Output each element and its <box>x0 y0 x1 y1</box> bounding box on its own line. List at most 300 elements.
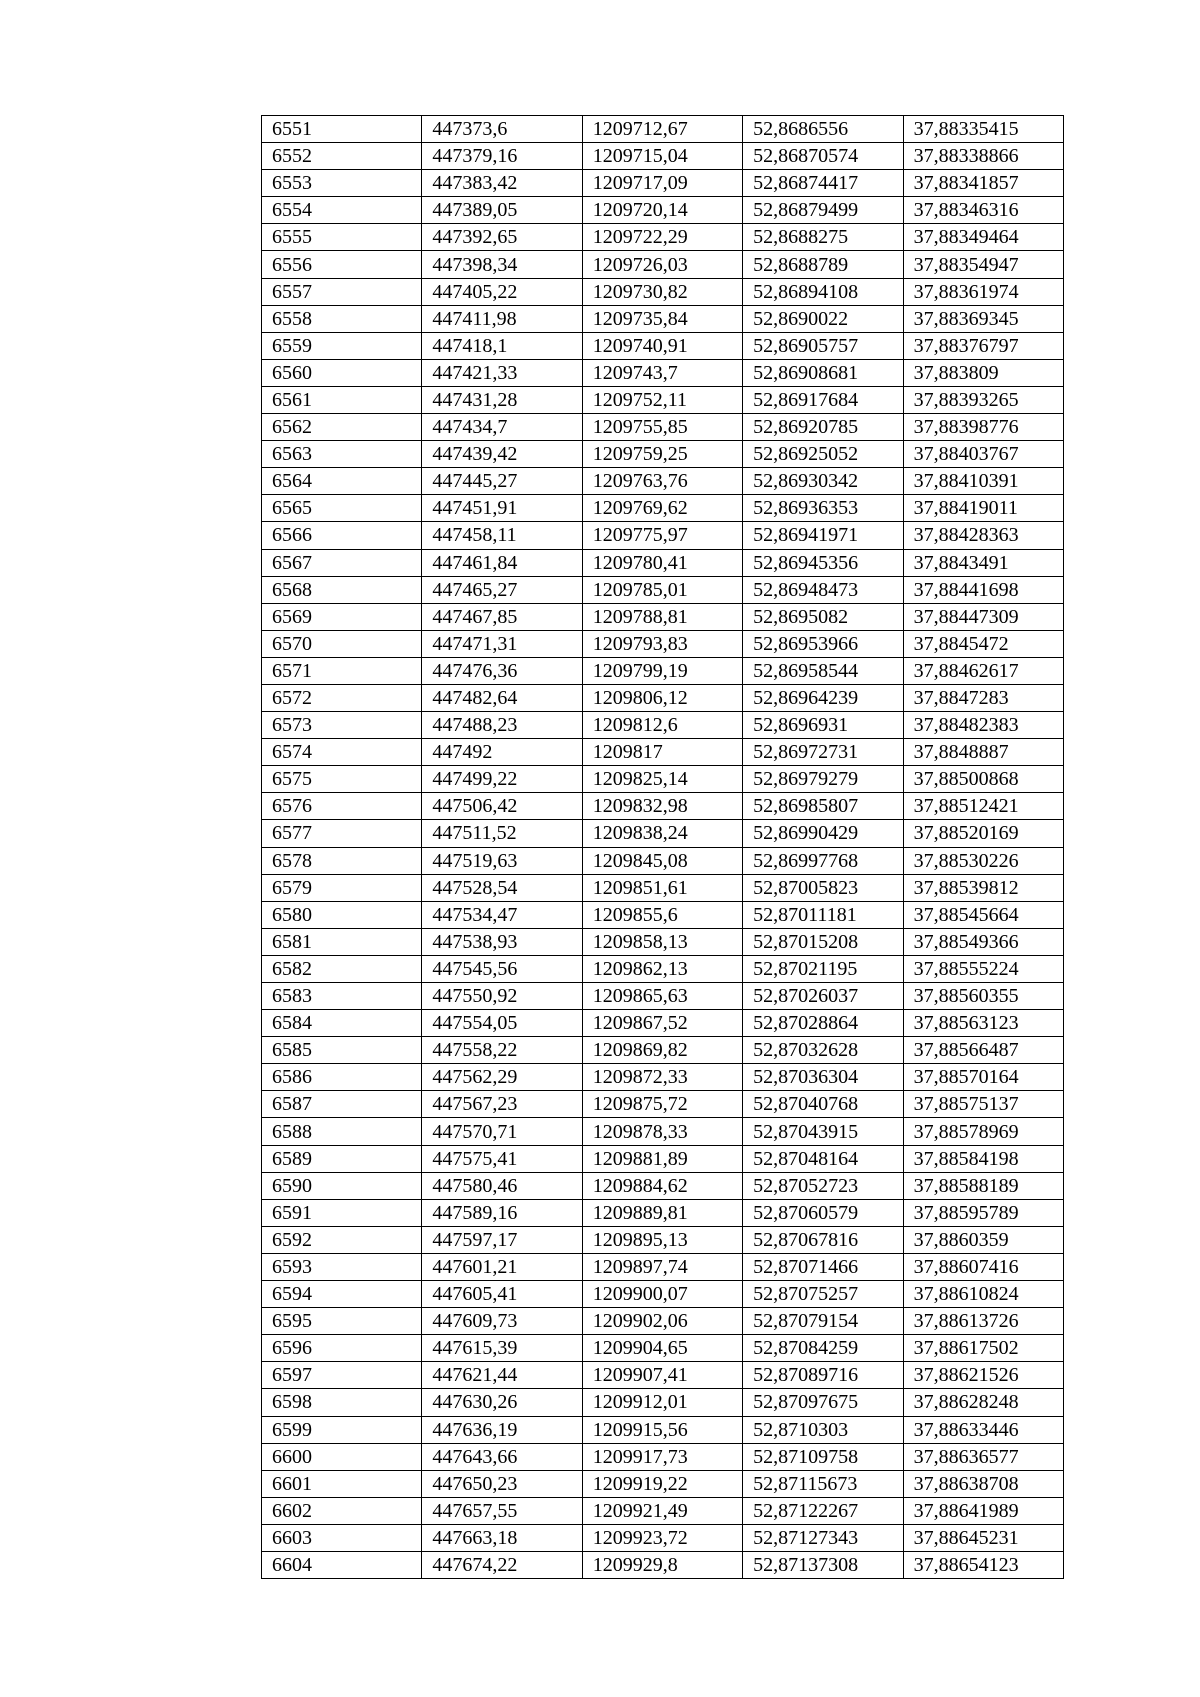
y-coordinate-cell: 1209755,85 <box>582 414 742 441</box>
x-coordinate-cell: 447431,28 <box>422 386 582 413</box>
y-coordinate-cell: 1209881,89 <box>582 1145 742 1172</box>
table-row <box>262 603 1064 630</box>
latitude-cell: 52,8686556 <box>743 116 903 143</box>
latitude-cell: 52,8710303 <box>743 1416 903 1443</box>
table-row <box>262 143 1064 170</box>
x-coordinate-cell: 447663,18 <box>422 1524 582 1551</box>
table-row <box>262 1281 1064 1308</box>
longitude-cell: 37,88462617 <box>903 657 1063 684</box>
longitude-cell: 37,88584198 <box>903 1145 1063 1172</box>
y-coordinate-cell: 1209722,29 <box>582 224 742 251</box>
y-coordinate-cell: 1209812,6 <box>582 712 742 739</box>
x-coordinate-cell: 447545,56 <box>422 955 582 982</box>
point-number-cell: 6593 <box>262 1253 422 1280</box>
latitude-cell: 52,86894108 <box>743 278 903 305</box>
table-row <box>262 332 1064 359</box>
longitude-cell: 37,8843491 <box>903 549 1063 576</box>
longitude-cell: 37,88610824 <box>903 1281 1063 1308</box>
x-coordinate-cell: 447383,42 <box>422 170 582 197</box>
latitude-cell: 52,86925052 <box>743 441 903 468</box>
x-coordinate-cell: 447570,71 <box>422 1118 582 1145</box>
point-number-cell: 6560 <box>262 359 422 386</box>
latitude-cell: 52,8688275 <box>743 224 903 251</box>
x-coordinate-cell: 447643,66 <box>422 1443 582 1470</box>
point-number-cell: 6585 <box>262 1037 422 1064</box>
point-number-cell: 6551 <box>262 116 422 143</box>
y-coordinate-cell: 1209775,97 <box>582 522 742 549</box>
y-coordinate-cell: 1209832,98 <box>582 793 742 820</box>
table-row <box>262 928 1064 955</box>
table-row <box>262 116 1064 143</box>
longitude-cell: 37,88520169 <box>903 820 1063 847</box>
longitude-cell: 37,88441698 <box>903 576 1063 603</box>
longitude-cell: 37,88628248 <box>903 1389 1063 1416</box>
point-number-cell: 6603 <box>262 1524 422 1551</box>
point-number-cell: 6599 <box>262 1416 422 1443</box>
y-coordinate-cell: 1209862,13 <box>582 955 742 982</box>
y-coordinate-cell: 1209838,24 <box>582 820 742 847</box>
x-coordinate-cell: 447609,73 <box>422 1308 582 1335</box>
y-coordinate-cell: 1209872,33 <box>582 1064 742 1091</box>
table-row <box>262 657 1064 684</box>
longitude-cell: 37,88349464 <box>903 224 1063 251</box>
latitude-cell: 52,87079154 <box>743 1308 903 1335</box>
table-row <box>262 468 1064 495</box>
table-row <box>262 414 1064 441</box>
table-row <box>262 901 1064 928</box>
longitude-cell: 37,88346316 <box>903 197 1063 224</box>
table-row <box>262 1010 1064 1037</box>
point-number-cell: 6575 <box>262 766 422 793</box>
latitude-cell: 52,87026037 <box>743 983 903 1010</box>
table-row <box>262 766 1064 793</box>
point-number-cell: 6586 <box>262 1064 422 1091</box>
table-row <box>262 847 1064 874</box>
table-row <box>262 576 1064 603</box>
point-number-cell: 6577 <box>262 820 422 847</box>
latitude-cell: 52,87028864 <box>743 1010 903 1037</box>
y-coordinate-cell: 1209917,73 <box>582 1443 742 1470</box>
longitude-cell: 37,88410391 <box>903 468 1063 495</box>
y-coordinate-cell: 1209730,82 <box>582 278 742 305</box>
point-number-cell: 6604 <box>262 1551 422 1578</box>
y-coordinate-cell: 1209855,6 <box>582 901 742 928</box>
longitude-cell: 37,88607416 <box>903 1253 1063 1280</box>
point-number-cell: 6567 <box>262 549 422 576</box>
x-coordinate-cell: 447458,11 <box>422 522 582 549</box>
coordinates-table <box>261 115 1064 1579</box>
longitude-cell: 37,88555224 <box>903 955 1063 982</box>
point-number-cell: 6566 <box>262 522 422 549</box>
point-number-cell: 6592 <box>262 1226 422 1253</box>
y-coordinate-cell: 1209845,08 <box>582 847 742 874</box>
latitude-cell: 52,87122267 <box>743 1497 903 1524</box>
x-coordinate-cell: 447630,26 <box>422 1389 582 1416</box>
table-row <box>262 1253 1064 1280</box>
x-coordinate-cell: 447467,85 <box>422 603 582 630</box>
latitude-cell: 52,87127343 <box>743 1524 903 1551</box>
x-coordinate-cell: 447476,36 <box>422 657 582 684</box>
y-coordinate-cell: 1209825,14 <box>582 766 742 793</box>
table-row <box>262 1037 1064 1064</box>
latitude-cell: 52,86936353 <box>743 495 903 522</box>
x-coordinate-cell: 447439,42 <box>422 441 582 468</box>
table-row <box>262 1064 1064 1091</box>
latitude-cell: 52,8695082 <box>743 603 903 630</box>
y-coordinate-cell: 1209865,63 <box>582 983 742 1010</box>
latitude-cell: 52,86958544 <box>743 657 903 684</box>
x-coordinate-cell: 447465,27 <box>422 576 582 603</box>
longitude-cell: 37,88617502 <box>903 1335 1063 1362</box>
point-number-cell: 6569 <box>262 603 422 630</box>
x-coordinate-cell: 447550,92 <box>422 983 582 1010</box>
latitude-cell: 52,87052723 <box>743 1172 903 1199</box>
table-row <box>262 441 1064 468</box>
latitude-cell: 52,86979279 <box>743 766 903 793</box>
y-coordinate-cell: 1209806,12 <box>582 684 742 711</box>
x-coordinate-cell: 447411,98 <box>422 305 582 332</box>
latitude-cell: 52,87048164 <box>743 1145 903 1172</box>
longitude-cell: 37,88588189 <box>903 1172 1063 1199</box>
latitude-cell: 52,8688789 <box>743 251 903 278</box>
y-coordinate-cell: 1209929,8 <box>582 1551 742 1578</box>
table-row <box>262 1308 1064 1335</box>
point-number-cell: 6555 <box>262 224 422 251</box>
table-row <box>262 739 1064 766</box>
table-row <box>262 1551 1064 1578</box>
x-coordinate-cell: 447471,31 <box>422 630 582 657</box>
x-coordinate-cell: 447589,16 <box>422 1199 582 1226</box>
y-coordinate-cell: 1209735,84 <box>582 305 742 332</box>
table-row <box>262 1362 1064 1389</box>
x-coordinate-cell: 447389,05 <box>422 197 582 224</box>
longitude-cell: 37,88512421 <box>903 793 1063 820</box>
longitude-cell: 37,88338866 <box>903 143 1063 170</box>
longitude-cell: 37,88549366 <box>903 928 1063 955</box>
x-coordinate-cell: 447434,7 <box>422 414 582 441</box>
point-number-cell: 6563 <box>262 441 422 468</box>
latitude-cell: 52,87089716 <box>743 1362 903 1389</box>
longitude-cell: 37,88335415 <box>903 116 1063 143</box>
latitude-cell: 52,86930342 <box>743 468 903 495</box>
latitude-cell: 52,86920785 <box>743 414 903 441</box>
y-coordinate-cell: 1209851,61 <box>582 874 742 901</box>
latitude-cell: 52,87021195 <box>743 955 903 982</box>
x-coordinate-cell: 447482,64 <box>422 684 582 711</box>
table-body <box>262 116 1064 1579</box>
latitude-cell: 52,87137308 <box>743 1551 903 1578</box>
table-row <box>262 630 1064 657</box>
x-coordinate-cell: 447451,91 <box>422 495 582 522</box>
point-number-cell: 6578 <box>262 847 422 874</box>
table-row <box>262 278 1064 305</box>
x-coordinate-cell: 447528,54 <box>422 874 582 901</box>
latitude-cell: 52,87032628 <box>743 1037 903 1064</box>
point-number-cell: 6596 <box>262 1335 422 1362</box>
latitude-cell: 52,86874417 <box>743 170 903 197</box>
y-coordinate-cell: 1209788,81 <box>582 603 742 630</box>
point-number-cell: 6570 <box>262 630 422 657</box>
latitude-cell: 52,86908681 <box>743 359 903 386</box>
longitude-cell: 37,88566487 <box>903 1037 1063 1064</box>
y-coordinate-cell: 1209785,01 <box>582 576 742 603</box>
point-number-cell: 6582 <box>262 955 422 982</box>
table-row <box>262 712 1064 739</box>
point-number-cell: 6558 <box>262 305 422 332</box>
y-coordinate-cell: 1209867,52 <box>582 1010 742 1037</box>
latitude-cell: 52,86953966 <box>743 630 903 657</box>
point-number-cell: 6576 <box>262 793 422 820</box>
x-coordinate-cell: 447519,63 <box>422 847 582 874</box>
y-coordinate-cell: 1209875,72 <box>582 1091 742 1118</box>
latitude-cell: 52,87097675 <box>743 1389 903 1416</box>
y-coordinate-cell: 1209904,65 <box>582 1335 742 1362</box>
table-row <box>262 224 1064 251</box>
latitude-cell: 52,86964239 <box>743 684 903 711</box>
latitude-cell: 52,86917684 <box>743 386 903 413</box>
table-row <box>262 305 1064 332</box>
point-number-cell: 6574 <box>262 739 422 766</box>
table-row <box>262 1091 1064 1118</box>
point-number-cell: 6571 <box>262 657 422 684</box>
x-coordinate-cell: 447558,22 <box>422 1037 582 1064</box>
point-number-cell: 6598 <box>262 1389 422 1416</box>
longitude-cell: 37,88354947 <box>903 251 1063 278</box>
y-coordinate-cell: 1209919,22 <box>582 1470 742 1497</box>
table-row <box>262 386 1064 413</box>
latitude-cell: 52,87015208 <box>743 928 903 955</box>
longitude-cell: 37,8847283 <box>903 684 1063 711</box>
longitude-cell: 37,88621526 <box>903 1362 1063 1389</box>
table-row <box>262 1226 1064 1253</box>
x-coordinate-cell: 447445,27 <box>422 468 582 495</box>
x-coordinate-cell: 447650,23 <box>422 1470 582 1497</box>
longitude-cell: 37,8848887 <box>903 739 1063 766</box>
longitude-cell: 37,88638708 <box>903 1470 1063 1497</box>
longitude-cell: 37,883809 <box>903 359 1063 386</box>
y-coordinate-cell: 1209902,06 <box>582 1308 742 1335</box>
x-coordinate-cell: 447492 <box>422 739 582 766</box>
x-coordinate-cell: 447418,1 <box>422 332 582 359</box>
y-coordinate-cell: 1209907,41 <box>582 1362 742 1389</box>
point-number-cell: 6556 <box>262 251 422 278</box>
latitude-cell: 52,87115673 <box>743 1470 903 1497</box>
point-number-cell: 6590 <box>262 1172 422 1199</box>
longitude-cell: 37,88341857 <box>903 170 1063 197</box>
latitude-cell: 52,86941971 <box>743 522 903 549</box>
y-coordinate-cell: 1209897,74 <box>582 1253 742 1280</box>
table-row <box>262 170 1064 197</box>
y-coordinate-cell: 1209858,13 <box>582 928 742 955</box>
x-coordinate-cell: 447621,44 <box>422 1362 582 1389</box>
x-coordinate-cell: 447554,05 <box>422 1010 582 1037</box>
longitude-cell: 37,8860359 <box>903 1226 1063 1253</box>
latitude-cell: 52,86990429 <box>743 820 903 847</box>
point-number-cell: 6559 <box>262 332 422 359</box>
y-coordinate-cell: 1209923,72 <box>582 1524 742 1551</box>
point-number-cell: 6580 <box>262 901 422 928</box>
table-row <box>262 1199 1064 1226</box>
latitude-cell: 52,87060579 <box>743 1199 903 1226</box>
latitude-cell: 52,87075257 <box>743 1281 903 1308</box>
latitude-cell: 52,86870574 <box>743 143 903 170</box>
point-number-cell: 6552 <box>262 143 422 170</box>
x-coordinate-cell: 447597,17 <box>422 1226 582 1253</box>
table-row <box>262 1172 1064 1199</box>
latitude-cell: 52,87036304 <box>743 1064 903 1091</box>
table-row <box>262 1470 1064 1497</box>
latitude-cell: 52,86997768 <box>743 847 903 874</box>
table-row <box>262 197 1064 224</box>
x-coordinate-cell: 447405,22 <box>422 278 582 305</box>
longitude-cell: 37,88419011 <box>903 495 1063 522</box>
point-number-cell: 6601 <box>262 1470 422 1497</box>
table-row <box>262 955 1064 982</box>
table-row <box>262 983 1064 1010</box>
table-row <box>262 495 1064 522</box>
table-row <box>262 1335 1064 1362</box>
latitude-cell: 52,87071466 <box>743 1253 903 1280</box>
table-row <box>262 1524 1064 1551</box>
y-coordinate-cell: 1209884,62 <box>582 1172 742 1199</box>
point-number-cell: 6553 <box>262 170 422 197</box>
point-number-cell: 6572 <box>262 684 422 711</box>
longitude-cell: 37,88361974 <box>903 278 1063 305</box>
table-row <box>262 684 1064 711</box>
latitude-cell: 52,86879499 <box>743 197 903 224</box>
longitude-cell: 37,88376797 <box>903 332 1063 359</box>
y-coordinate-cell: 1209769,62 <box>582 495 742 522</box>
table-row <box>262 1497 1064 1524</box>
y-coordinate-cell: 1209740,91 <box>582 332 742 359</box>
latitude-cell: 52,87040768 <box>743 1091 903 1118</box>
y-coordinate-cell: 1209720,14 <box>582 197 742 224</box>
x-coordinate-cell: 447373,6 <box>422 116 582 143</box>
point-number-cell: 6602 <box>262 1497 422 1524</box>
longitude-cell: 37,88398776 <box>903 414 1063 441</box>
point-number-cell: 6587 <box>262 1091 422 1118</box>
y-coordinate-cell: 1209921,49 <box>582 1497 742 1524</box>
y-coordinate-cell: 1209889,81 <box>582 1199 742 1226</box>
y-coordinate-cell: 1209793,83 <box>582 630 742 657</box>
longitude-cell: 37,88369345 <box>903 305 1063 332</box>
longitude-cell: 37,88595789 <box>903 1199 1063 1226</box>
y-coordinate-cell: 1209726,03 <box>582 251 742 278</box>
point-number-cell: 6564 <box>262 468 422 495</box>
y-coordinate-cell: 1209900,07 <box>582 1281 742 1308</box>
point-number-cell: 6554 <box>262 197 422 224</box>
y-coordinate-cell: 1209712,67 <box>582 116 742 143</box>
point-number-cell: 6595 <box>262 1308 422 1335</box>
x-coordinate-cell: 447499,22 <box>422 766 582 793</box>
table-row <box>262 359 1064 386</box>
longitude-cell: 37,88575137 <box>903 1091 1063 1118</box>
latitude-cell: 52,8690022 <box>743 305 903 332</box>
longitude-cell: 37,88545664 <box>903 901 1063 928</box>
table-row <box>262 522 1064 549</box>
longitude-cell: 37,88500868 <box>903 766 1063 793</box>
x-coordinate-cell: 447392,65 <box>422 224 582 251</box>
x-coordinate-cell: 447562,29 <box>422 1064 582 1091</box>
latitude-cell: 52,87084259 <box>743 1335 903 1362</box>
longitude-cell: 37,88403767 <box>903 441 1063 468</box>
x-coordinate-cell: 447615,39 <box>422 1335 582 1362</box>
table-row <box>262 1389 1064 1416</box>
x-coordinate-cell: 447379,16 <box>422 143 582 170</box>
x-coordinate-cell: 447601,21 <box>422 1253 582 1280</box>
latitude-cell: 52,86905757 <box>743 332 903 359</box>
point-number-cell: 6589 <box>262 1145 422 1172</box>
longitude-cell: 37,88447309 <box>903 603 1063 630</box>
x-coordinate-cell: 447511,52 <box>422 820 582 847</box>
point-number-cell: 6561 <box>262 386 422 413</box>
point-number-cell: 6573 <box>262 712 422 739</box>
point-number-cell: 6579 <box>262 874 422 901</box>
y-coordinate-cell: 1209780,41 <box>582 549 742 576</box>
x-coordinate-cell: 447575,41 <box>422 1145 582 1172</box>
y-coordinate-cell: 1209912,01 <box>582 1389 742 1416</box>
point-number-cell: 6588 <box>262 1118 422 1145</box>
latitude-cell: 52,87011181 <box>743 901 903 928</box>
point-number-cell: 6562 <box>262 414 422 441</box>
longitude-cell: 37,88636577 <box>903 1443 1063 1470</box>
y-coordinate-cell: 1209717,09 <box>582 170 742 197</box>
x-coordinate-cell: 447398,34 <box>422 251 582 278</box>
longitude-cell: 37,88654123 <box>903 1551 1063 1578</box>
y-coordinate-cell: 1209752,11 <box>582 386 742 413</box>
x-coordinate-cell: 447567,23 <box>422 1091 582 1118</box>
longitude-cell: 37,88539812 <box>903 874 1063 901</box>
latitude-cell: 52,86972731 <box>743 739 903 766</box>
latitude-cell: 52,86948473 <box>743 576 903 603</box>
x-coordinate-cell: 447506,42 <box>422 793 582 820</box>
x-coordinate-cell: 447636,19 <box>422 1416 582 1443</box>
longitude-cell: 37,88570164 <box>903 1064 1063 1091</box>
x-coordinate-cell: 447421,33 <box>422 359 582 386</box>
longitude-cell: 37,88530226 <box>903 847 1063 874</box>
y-coordinate-cell: 1209869,82 <box>582 1037 742 1064</box>
longitude-cell: 37,88393265 <box>903 386 1063 413</box>
latitude-cell: 52,87067816 <box>743 1226 903 1253</box>
table-row <box>262 820 1064 847</box>
point-number-cell: 6584 <box>262 1010 422 1037</box>
longitude-cell: 37,88428363 <box>903 522 1063 549</box>
y-coordinate-cell: 1209799,19 <box>582 657 742 684</box>
y-coordinate-cell: 1209915,56 <box>582 1416 742 1443</box>
x-coordinate-cell: 447538,93 <box>422 928 582 955</box>
longitude-cell: 37,88633446 <box>903 1416 1063 1443</box>
point-number-cell: 6565 <box>262 495 422 522</box>
y-coordinate-cell: 1209743,7 <box>582 359 742 386</box>
table-row <box>262 1416 1064 1443</box>
longitude-cell: 37,88482383 <box>903 712 1063 739</box>
table-row <box>262 1145 1064 1172</box>
table-row <box>262 874 1064 901</box>
table-row <box>262 1443 1064 1470</box>
y-coordinate-cell: 1209895,13 <box>582 1226 742 1253</box>
latitude-cell: 52,8696931 <box>743 712 903 739</box>
point-number-cell: 6583 <box>262 983 422 1010</box>
point-number-cell: 6581 <box>262 928 422 955</box>
x-coordinate-cell: 447657,55 <box>422 1497 582 1524</box>
table-row <box>262 549 1064 576</box>
x-coordinate-cell: 447534,47 <box>422 901 582 928</box>
latitude-cell: 52,86945356 <box>743 549 903 576</box>
longitude-cell: 37,8845472 <box>903 630 1063 657</box>
y-coordinate-cell: 1209878,33 <box>582 1118 742 1145</box>
point-number-cell: 6600 <box>262 1443 422 1470</box>
x-coordinate-cell: 447580,46 <box>422 1172 582 1199</box>
